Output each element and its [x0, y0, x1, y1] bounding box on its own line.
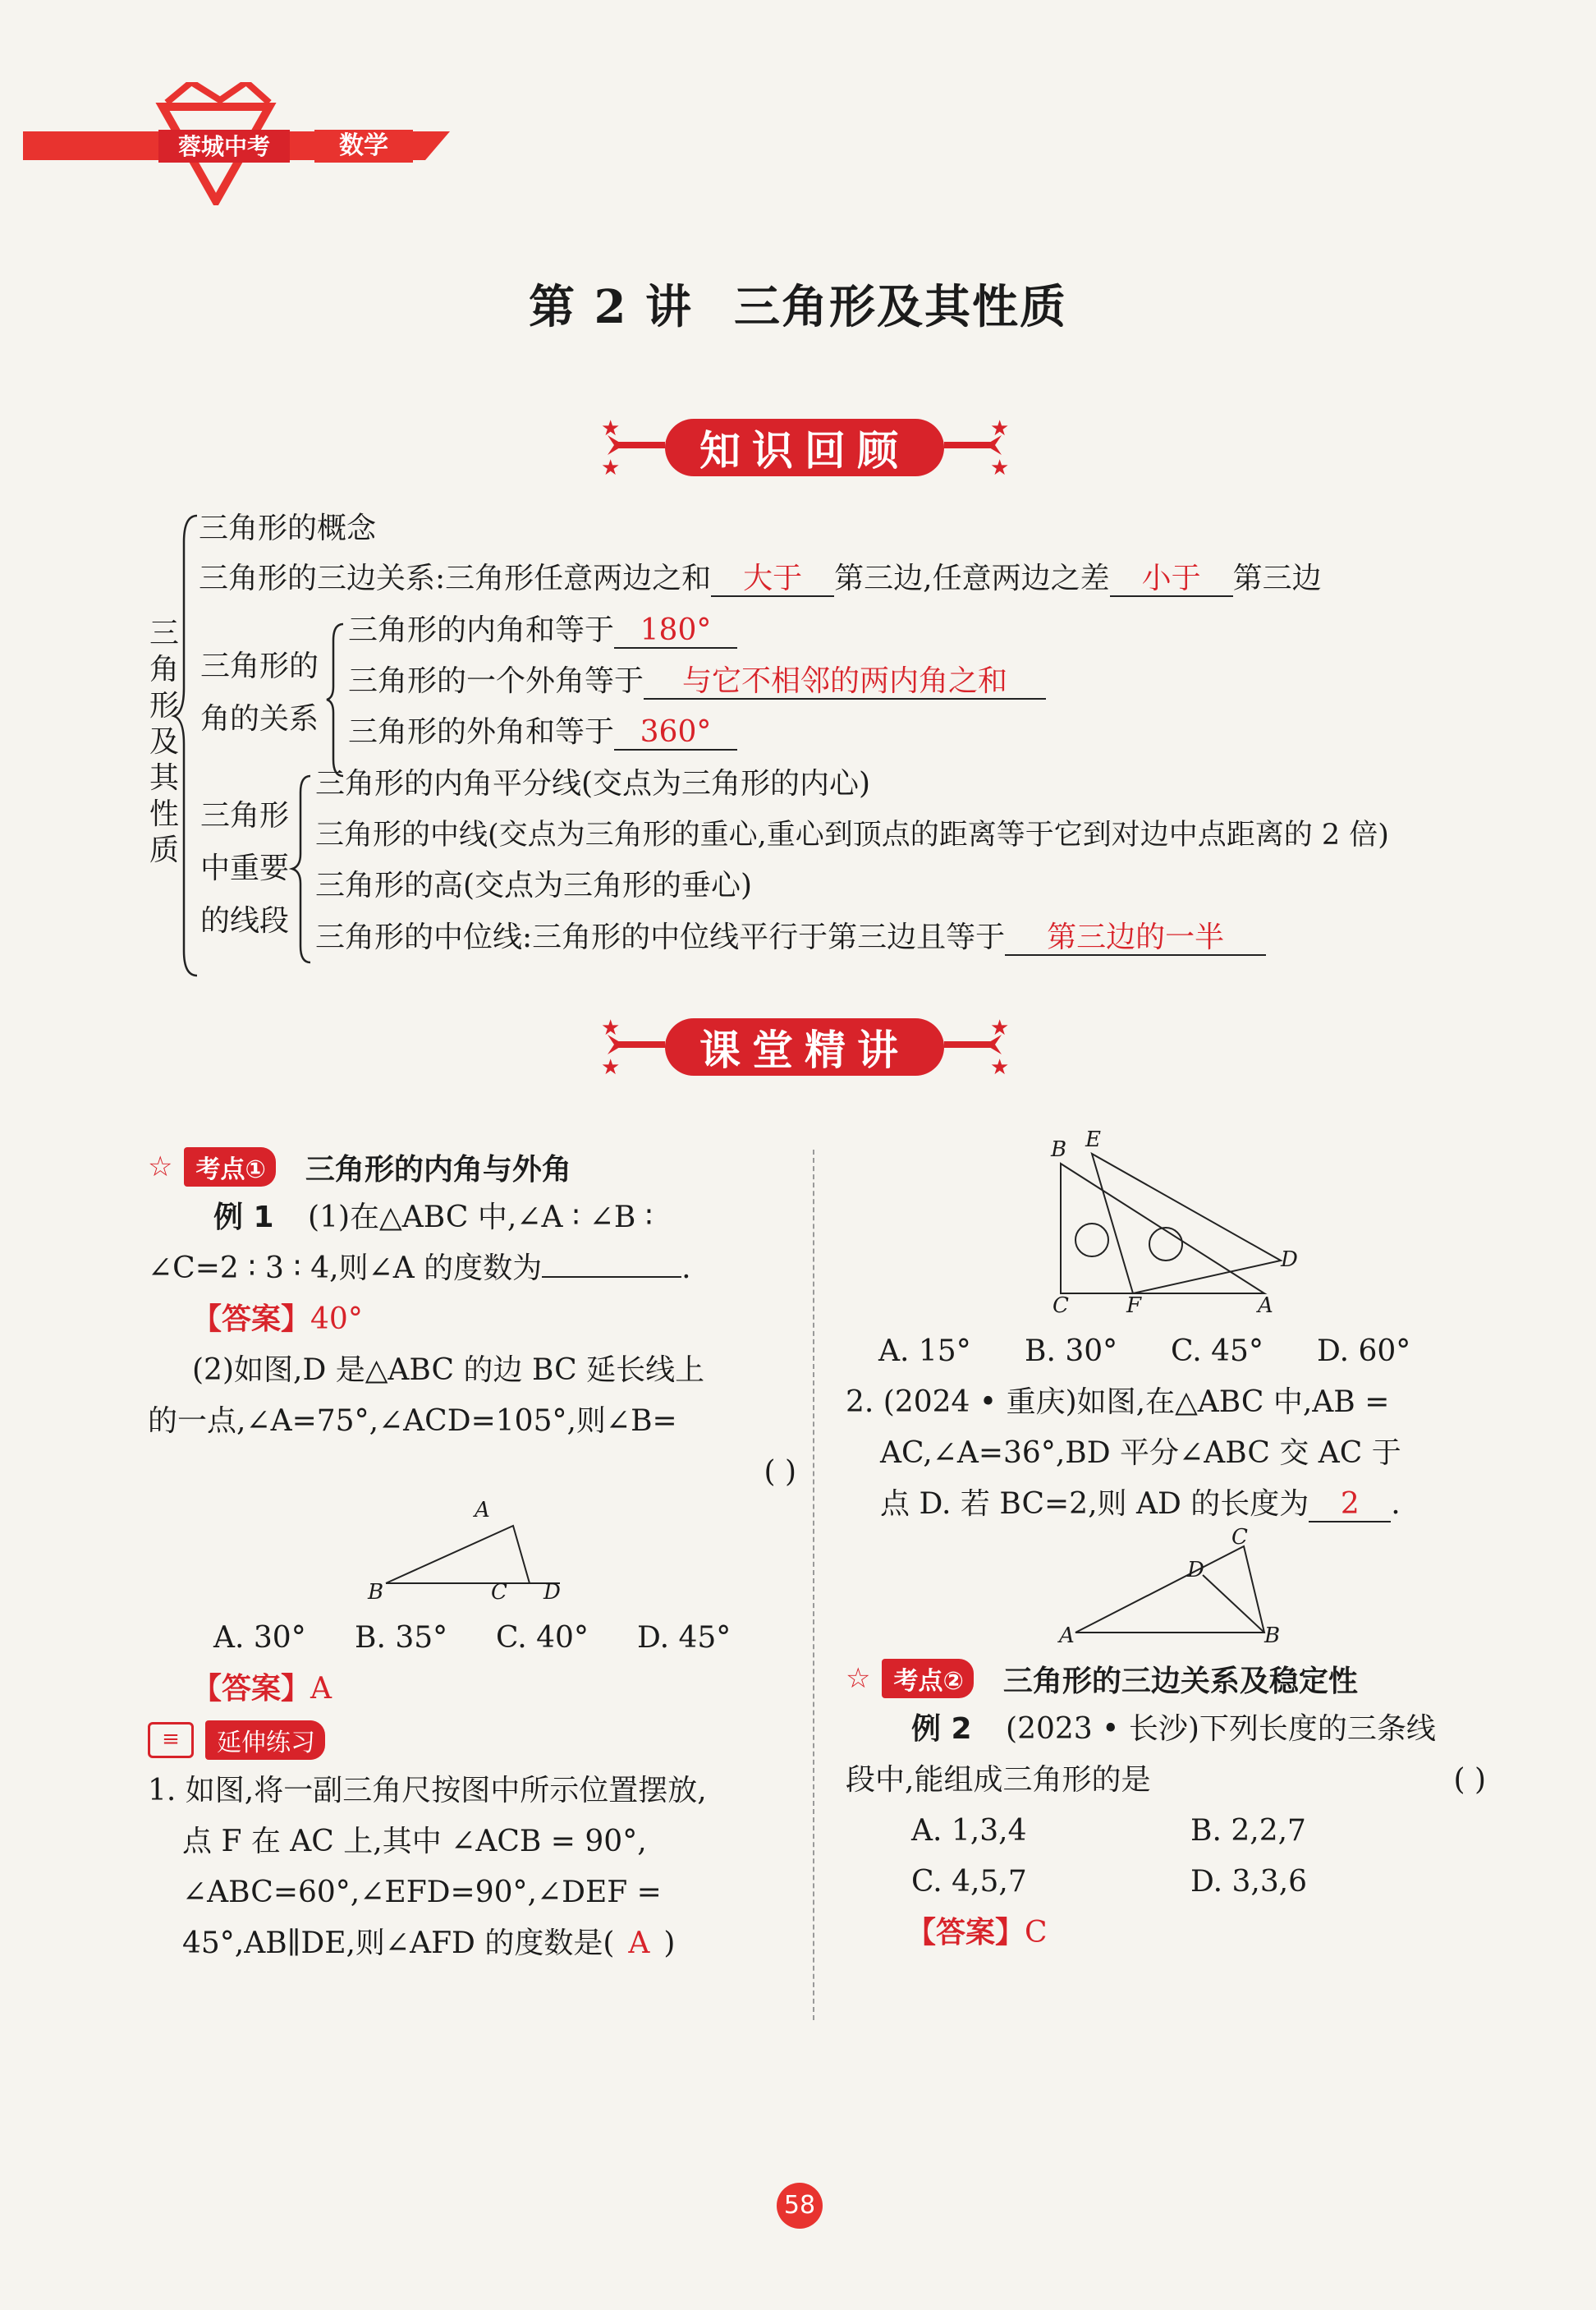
p1-line1: 1. 如图,将一副三角尺按图中所示位置摆放,: [148, 1774, 707, 1807]
angle-group-line-2: 角的关系: [200, 702, 319, 736]
fig1-label-a: A: [475, 1498, 490, 1522]
p2-line1: 2. (2024 • 重庆)如图,在△ABC 中,AB =: [846, 1385, 1390, 1419]
svg-text:★: ★: [990, 456, 1010, 480]
triangle-figure-1: [369, 1509, 566, 1600]
p1-answer: A: [628, 1927, 650, 1960]
p2-period: .: [1391, 1487, 1401, 1521]
kp1-title: 三角形的内角与外角: [305, 1152, 571, 1187]
subject-label: 数学: [314, 130, 413, 163]
tree-exterior-sum: [348, 716, 737, 751]
kp2-heading: [846, 1653, 1486, 1704]
p1-line4: [148, 1918, 796, 1969]
tree-seg-altitude: 三角形的高(交点为三角形的垂心): [315, 869, 753, 902]
fig2-label-f: F: [1126, 1293, 1142, 1318]
lecture-number: 第 2 讲: [529, 280, 693, 334]
segment-group-line-3: 的线段: [200, 904, 290, 938]
tree-segment-group: [200, 790, 289, 948]
p2-answer: 2: [1309, 1488, 1391, 1522]
tree-exterior-angle: [348, 665, 1046, 700]
svg-text:★: ★: [990, 416, 1010, 441]
ex1-options: [148, 1613, 796, 1664]
ex1-q2-line1: (2)如图,D 是△ABC 的边 BC 延长线上: [192, 1353, 705, 1387]
figure-1: [148, 1498, 796, 1613]
fig2-label-d: D: [1281, 1247, 1298, 1272]
kp1-heading: [148, 1141, 796, 1192]
ex1-option-d: D. 45°: [637, 1621, 732, 1655]
ex1-q2-line2: 的一点,∠A=75°,∠ACD=105°,则∠B=: [148, 1404, 677, 1438]
angle-group-line-1: 三角形的: [200, 650, 319, 683]
section-title-lecture: 课堂精讲: [699, 1026, 910, 1074]
p2-line3-text: 点 D. 若 BC=2,则 AD 的长度为: [880, 1487, 1309, 1521]
ex1-a1-value: 40°: [310, 1302, 363, 1336]
p1-option-c: C. 45°: [1171, 1334, 1264, 1368]
tree-root-text: 三角形及其性质: [149, 617, 179, 867]
ex2-options-row1: [846, 1806, 1486, 1857]
p1-option-a: A. 15°: [878, 1334, 971, 1368]
left-column: [148, 1141, 796, 1969]
practice-tag: 延伸练习: [205, 1720, 325, 1760]
ex1-q1-line2: ∠C=2 ∶ 3 ∶ 4,则∠A 的度数为 .: [148, 1251, 691, 1285]
p1-options: [846, 1326, 1486, 1377]
answer-label: 【答案】: [906, 1916, 1025, 1949]
section-banner-lecture: [591, 1010, 1018, 1084]
p1-line3: ∠ABC=60°,∠EFD=90°,∠DEF =: [182, 1876, 662, 1909]
sides-text-2: 第三边,任意两边之差: [834, 562, 1110, 595]
set-square-figure: [1043, 1146, 1305, 1310]
triangle-figure-3: [1067, 1538, 1289, 1645]
ex2-line1: [846, 1704, 1486, 1755]
sides-text-1: 三角形的三边关系:三角形任意两边之和: [199, 562, 712, 595]
page-title: [0, 271, 1596, 337]
svg-text:★: ★: [601, 1055, 621, 1080]
ex2-label: 例 2: [911, 1712, 972, 1746]
fig2-label-e: E: [1085, 1127, 1101, 1152]
ex2-options-row2: [846, 1857, 1486, 1908]
section-banner-review: [591, 411, 1018, 485]
p1-option-b: B. 30°: [1025, 1334, 1118, 1368]
ex1-a1: [148, 1294, 796, 1345]
figure-2: [846, 1127, 1486, 1326]
ex1-q2-paren: ( ): [764, 1455, 796, 1489]
brand-badge: [23, 82, 450, 209]
ex1-q1-line1: [148, 1192, 796, 1243]
fig3-label-a: A: [1059, 1623, 1075, 1648]
bookmark-icon: ☆: [148, 1150, 173, 1183]
exterior-sum-text: 三角形的外角和等于: [348, 715, 615, 749]
midline-blank: 第三边的一半: [1005, 921, 1266, 956]
bookmark-icon: ☆: [846, 1662, 871, 1695]
answer-label: 【答案】: [192, 1672, 311, 1706]
kp2-tag: 考点②: [882, 1659, 973, 1698]
angle-sum-blank: 180°: [614, 614, 737, 649]
exterior-sum-blank: 360°: [614, 716, 737, 751]
ex2-answer: [846, 1908, 1486, 1959]
kp1-tag: 考点①: [184, 1147, 275, 1187]
fig3-label-b: B: [1264, 1623, 1281, 1648]
svg-text:★: ★: [601, 456, 621, 480]
ex2-option-b: B. 2,2,7: [1190, 1814, 1306, 1848]
svg-text:★: ★: [990, 1016, 1010, 1040]
exterior-angle-blank: 与它不相邻的两内角之和: [644, 665, 1046, 700]
ex1-option-b: B. 35°: [355, 1621, 448, 1655]
svg-text:★: ★: [601, 416, 621, 441]
ex1-q1-text-2: ∠C=2 ∶ 3 ∶ 4,则∠A 的度数为: [148, 1251, 543, 1285]
svg-text:★: ★: [601, 1016, 621, 1040]
fig2-label-c: C: [1053, 1293, 1069, 1318]
ex2-paren: ( ): [1453, 1763, 1486, 1797]
ex1-q1-blank: [542, 1276, 681, 1278]
fig3-label-d: D: [1187, 1558, 1204, 1582]
fig3-label-c: C: [1231, 1525, 1248, 1550]
p1-close-paren: ): [663, 1927, 676, 1960]
lecture-topic: 三角形及其性质: [733, 280, 1067, 334]
ex2-option-d: D. 3,3,6: [1190, 1865, 1308, 1899]
ex1-a2-value: A: [310, 1672, 332, 1706]
tree-concept: 三角形的概念: [199, 512, 377, 545]
practice-heading: [148, 1715, 796, 1766]
fig2-label-a: A: [1258, 1293, 1273, 1318]
tree-angle-group: [200, 641, 319, 746]
section-title-review: 知识回顾: [699, 427, 910, 475]
fig1-label-c: C: [491, 1580, 507, 1605]
notebook-icon: ≡: [148, 1722, 194, 1758]
p2-line2: AC,∠A=36°,BD 平分∠ABC 交 AC 于: [880, 1436, 1401, 1470]
p1-line2: 点 F 在 AC 上,其中 ∠ACB = 90°,: [182, 1825, 647, 1858]
exterior-angle-text: 三角形的一个外角等于: [348, 664, 644, 698]
tree-sides-relation: [199, 563, 1322, 597]
tree-root: [148, 616, 181, 869]
sides-text-3: 第三边: [1232, 562, 1322, 595]
sides-blank-1: 大于: [711, 563, 834, 597]
knowledge-tree: [0, 493, 1596, 985]
segment-group-line-2: 中重要: [200, 852, 290, 885]
ex2-option-a: A. 1,3,4: [911, 1814, 1027, 1848]
figure-3: [846, 1525, 1486, 1653]
fig2-label-b: B: [1051, 1137, 1067, 1162]
ex1-label: 例 1: [213, 1201, 274, 1234]
ex1-option-a: A. 30°: [213, 1621, 306, 1655]
brand-name: 蓉城中考: [177, 133, 270, 160]
p2-line3: [846, 1479, 1486, 1530]
fig1-label-d: D: [543, 1580, 561, 1605]
ex1-a2: [148, 1664, 796, 1715]
right-column: [846, 1127, 1486, 1959]
angle-sum-text: 三角形的内角和等于: [348, 613, 615, 647]
column-divider: [813, 1150, 814, 2020]
p1-line4-text: 45°,AB∥DE,则∠AFD 的度数是(: [182, 1927, 615, 1960]
midline-text: 三角形的中位线:三角形的中位线平行于第三边且等于: [315, 921, 1006, 954]
page-number: 58: [777, 2183, 823, 2229]
answer-label: 【答案】: [192, 1302, 311, 1336]
kp2-title: 三角形的三边关系及稳定性: [1002, 1664, 1358, 1698]
fig1-label-b: B: [368, 1580, 384, 1605]
svg-text:★: ★: [990, 1055, 1010, 1080]
tree-angle-sum: [348, 614, 737, 649]
ex1-option-c: C. 40°: [496, 1621, 589, 1655]
ex2-text-1: (2023 • 长沙)下列长度的三条线: [1006, 1712, 1436, 1746]
ex2-answer-value: C: [1025, 1916, 1048, 1949]
ex2-option-c: C. 4,5,7: [911, 1865, 1027, 1899]
sides-blank-2: 小于: [1110, 563, 1233, 597]
p1-option-d: D. 60°: [1317, 1334, 1411, 1368]
tree-seg-bisector: 三角形的内角平分线(交点为三角形的内心): [315, 767, 871, 801]
tree-seg-median: 三角形的中线(交点为三角形的重心,重心到顶点的距离等于它到对边中点距离的 2 倍): [315, 819, 1389, 852]
ex1-q1-text-1: (1)在△ABC 中,∠A ∶ ∠B ∶: [308, 1201, 654, 1234]
tree-seg-midline: [315, 921, 1266, 956]
segment-group-line-1: 三角形: [200, 799, 290, 833]
ex2-line2: [846, 1755, 1486, 1806]
ex2-text-2: 段中,能组成三角形的是: [846, 1763, 1151, 1797]
